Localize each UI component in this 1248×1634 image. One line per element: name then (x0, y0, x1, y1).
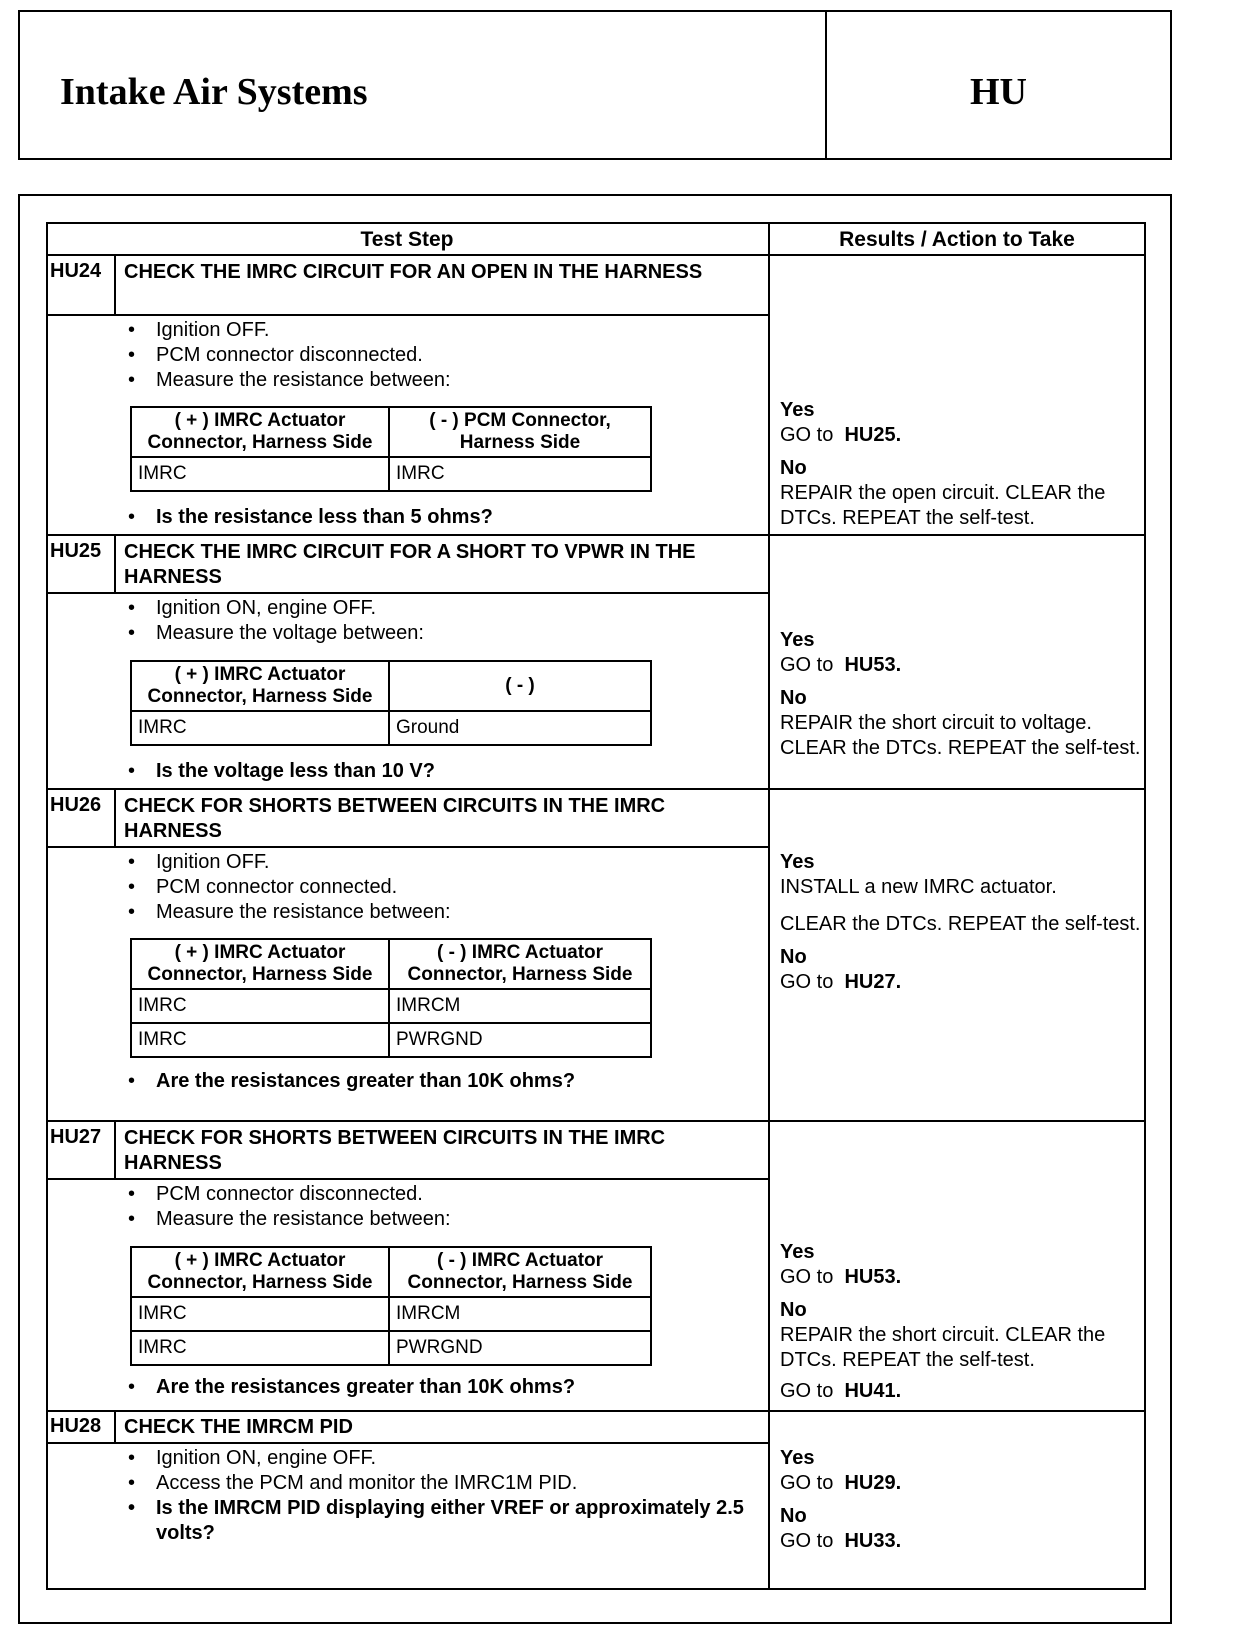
yes-label: Yes (780, 1241, 815, 1263)
no-text: GO to (780, 1530, 834, 1552)
step-instructions (126, 850, 746, 925)
step-result (780, 628, 1144, 761)
col-header-results: Results / Action to Take (839, 228, 1075, 251)
instruction: • Ignition ON, engine OFF. (126, 1446, 746, 1471)
step-title: CHECK THE IMRC CIRCUIT FOR AN OPEN IN THE HARNESS (124, 261, 703, 283)
step-result (780, 398, 1144, 531)
no-label: No (780, 1299, 807, 1321)
no-text: REPAIR the open circuit. CLEAR the DTCs. REPEAT the self-test. (780, 482, 1106, 529)
yes-ref: HU53. (844, 1266, 902, 1288)
step-title: CHECK THE IMRC CIRCUIT FOR A SHORT TO VPWR IN THE HARNESS (124, 541, 696, 588)
yes-label: Yes (780, 851, 815, 873)
meas-header: ( + ) IMRC Actuator Connector, Harness Side (131, 1247, 389, 1297)
meas-cell: IMRCM (389, 989, 651, 1023)
step-id: HU27 (50, 1126, 102, 1148)
extra-text: GO to (780, 1380, 834, 1402)
step-id: HU25 (50, 540, 102, 562)
meas-header: ( - ) (389, 661, 651, 711)
measurement-table (130, 1246, 652, 1366)
instruction: • Ignition OFF. (126, 850, 746, 875)
instruction: • PCM connector disconnected. (126, 1182, 746, 1207)
step-instructions (126, 1182, 746, 1232)
meas-cell: IMRC (131, 457, 389, 491)
step-title: CHECK FOR SHORTS BETWEEN CIRCUITS IN THE IMRC HARNESS (124, 795, 666, 842)
meas-header: ( + ) IMRC Actuator Connector, Harness Side (131, 407, 389, 457)
yes-text: GO to (780, 1266, 834, 1288)
step-question: • Are the resistances greater than 10K ohms? (126, 1070, 575, 1093)
yes-label: Yes (780, 399, 815, 421)
no-label: No (780, 457, 807, 479)
meas-cell: PWRGND (389, 1331, 651, 1365)
step-row-hu26 (46, 788, 1146, 1120)
instruction: • PCM connector connected. (126, 875, 746, 900)
no-text: REPAIR the short circuit to voltage. CLEAR the DTCs. REPEAT the self-test. (780, 712, 1141, 759)
col-header-test-step: Test Step (360, 228, 454, 251)
yes-ref: HU25. (844, 424, 902, 446)
yes-text: GO to (780, 424, 834, 446)
step-row-hu28 (46, 1410, 1146, 1588)
step-question: • Are the resistances greater than 10K ohms? (126, 1376, 575, 1399)
instruction: • Ignition OFF. (126, 318, 746, 343)
step-row-hu24 (46, 254, 1146, 534)
page-header (18, 10, 1172, 160)
step-result (780, 1240, 1144, 1404)
measurement-table (130, 938, 652, 1058)
step-instructions (126, 1446, 746, 1546)
meas-cell: Ground (389, 711, 651, 745)
no-label: No (780, 1505, 807, 1527)
yes-ref: HU53. (844, 654, 902, 676)
meas-cell: IMRC (131, 1023, 389, 1057)
no-text: GO to (780, 971, 834, 993)
no-ref: HU33. (844, 1530, 902, 1552)
step-id: HU26 (50, 794, 102, 816)
meas-header: ( + ) IMRC Actuator Connector, Harness Side (131, 661, 389, 711)
instruction-question: • Is the IMRCM PID displaying either VREF or approximately 2.5 volts? (126, 1496, 746, 1546)
meas-header: ( + ) IMRC Actuator Connector, Harness Side (131, 939, 389, 989)
step-result (780, 1446, 1144, 1554)
instruction: • Access the PCM and monitor the IMRC1M PID. (126, 1471, 746, 1496)
test-step-table (46, 222, 1146, 1590)
meas-cell: IMRC (389, 457, 651, 491)
step-instructions (126, 318, 746, 393)
no-ref: HU27. (844, 971, 902, 993)
step-question: • Is the voltage less than 10 V? (126, 760, 435, 783)
section-code: HU (970, 71, 1027, 113)
section-title: Intake Air Systems (60, 71, 368, 113)
no-text: REPAIR the short circuit. CLEAR the DTCs. REPEAT the self-test. (780, 1324, 1106, 1371)
step-row-hu27 (46, 1120, 1146, 1410)
yes-ref: HU29. (844, 1472, 902, 1494)
step-id: HU28 (50, 1415, 102, 1437)
meas-cell: IMRC (131, 989, 389, 1023)
meas-header: ( - ) PCM Connector, Harness Side (389, 407, 651, 457)
instruction: • Measure the resistance between: (126, 1207, 746, 1232)
meas-header: ( - ) IMRC Actuator Connector, Harness Side (389, 1247, 651, 1297)
extra-ref: HU41. (844, 1380, 902, 1402)
measurement-table (130, 660, 652, 746)
instruction: • Measure the voltage between: (126, 621, 746, 646)
meas-cell: PWRGND (389, 1023, 651, 1057)
yes-label: Yes (780, 1447, 815, 1469)
step-instructions (126, 596, 746, 646)
step-title: CHECK THE IMRCM PID (124, 1416, 353, 1438)
instruction: • Measure the resistance between: (126, 900, 746, 925)
meas-header: ( - ) IMRC Actuator Connector, Harness Side (389, 939, 651, 989)
yes-text: INSTALL a new IMRC actuator. (780, 876, 1057, 898)
step-result (780, 850, 1144, 995)
no-label: No (780, 946, 807, 968)
meas-cell: IMRC (131, 1297, 389, 1331)
measurement-table (130, 406, 652, 492)
yes-text: GO to (780, 1472, 834, 1494)
meas-cell: IMRC (131, 1331, 389, 1365)
step-id: HU24 (50, 260, 102, 282)
meas-cell: IMRCM (389, 1297, 651, 1331)
yes-extra-text: CLEAR the DTCs. REPEAT the self-test. (780, 913, 1141, 935)
instruction: • Measure the resistance between: (126, 368, 746, 393)
instruction: • Ignition ON, engine OFF. (126, 596, 746, 621)
step-question: • Is the resistance less than 5 ohms? (126, 506, 493, 529)
instruction: • PCM connector disconnected. (126, 343, 746, 368)
step-title: CHECK FOR SHORTS BETWEEN CIRCUITS IN THE IMRC HARNESS (124, 1127, 666, 1174)
yes-label: Yes (780, 629, 815, 651)
step-row-hu25 (46, 534, 1146, 788)
no-label: No (780, 687, 807, 709)
yes-text: GO to (780, 654, 834, 676)
meas-cell: IMRC (131, 711, 389, 745)
